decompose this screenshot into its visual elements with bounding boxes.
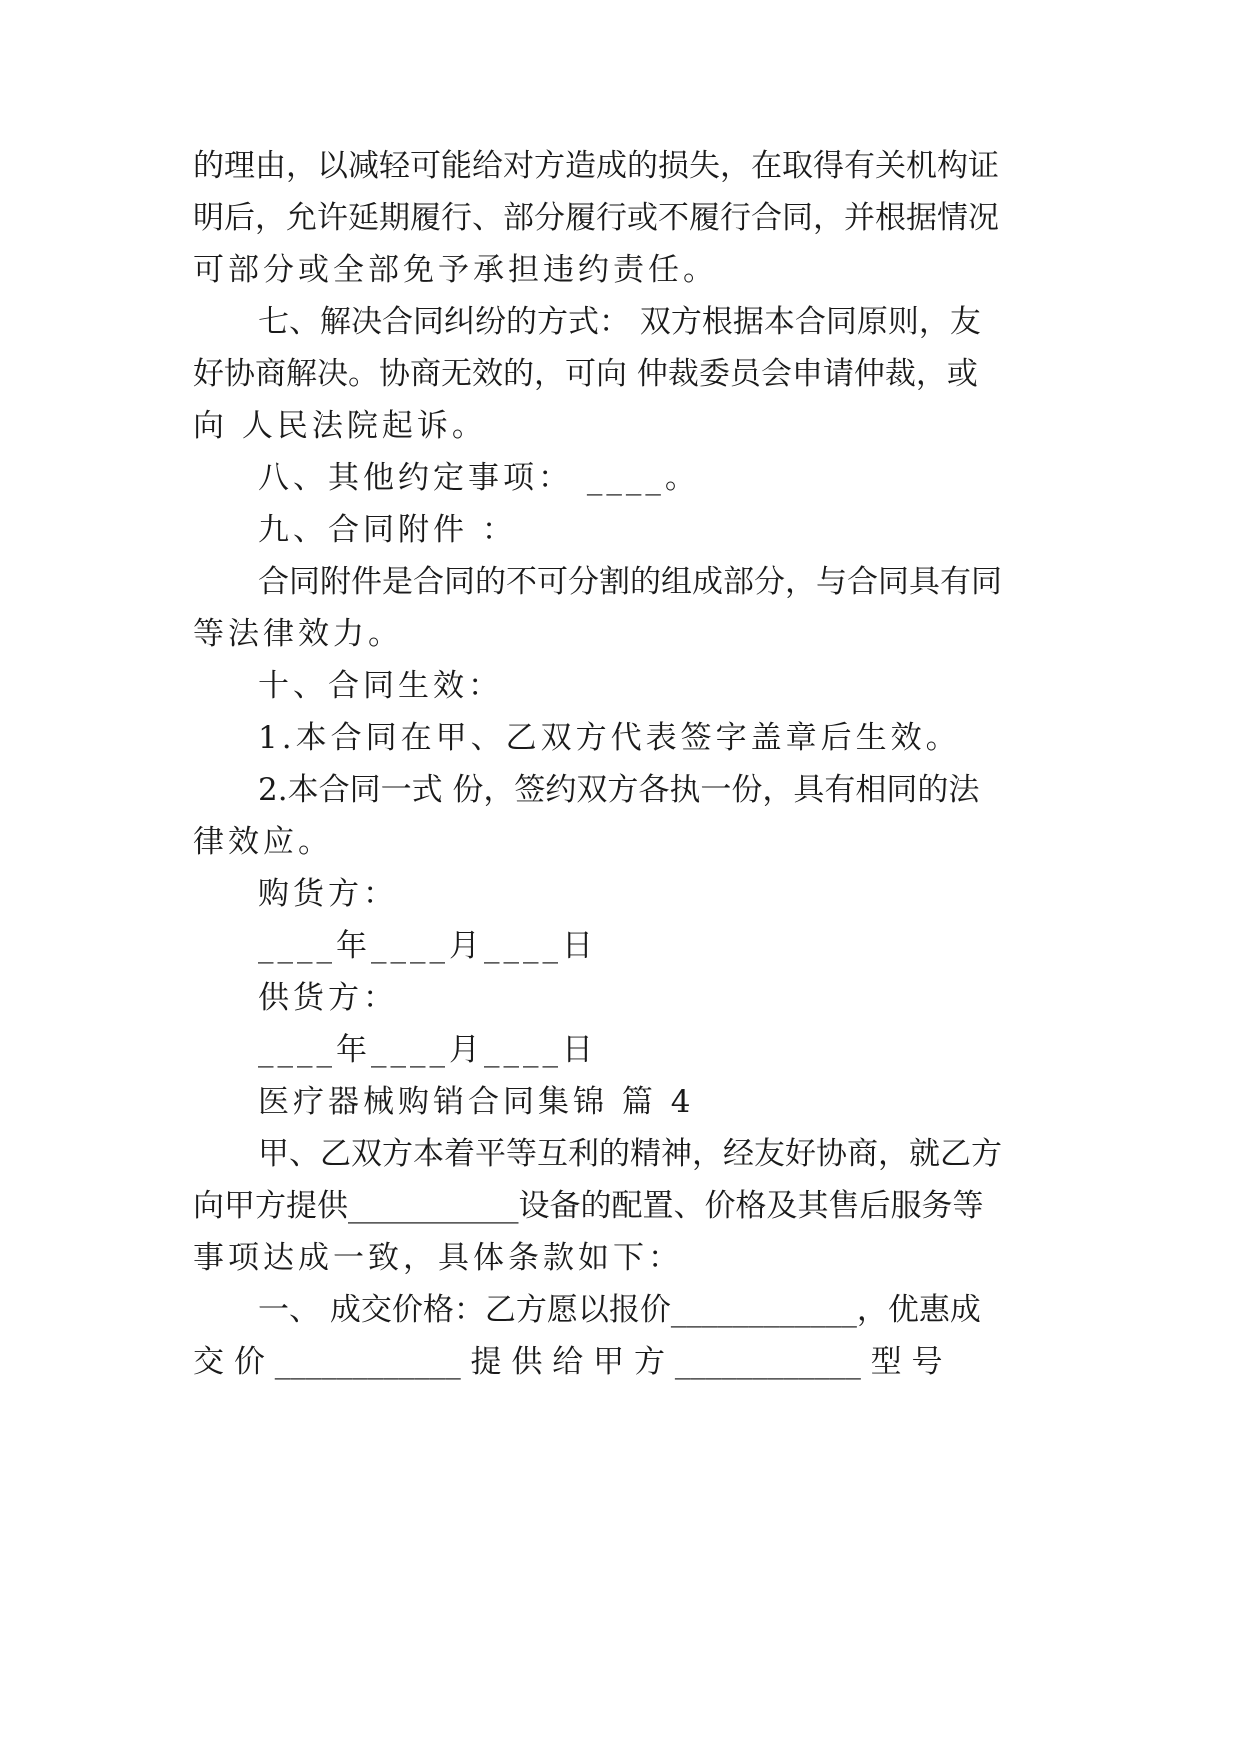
paragraph-line: 好协商解决。协商无效的，可向 仲裁委员会申请仲裁，或 <box>193 356 978 392</box>
supplier-label: 供货方： <box>258 980 398 1016</box>
paragraph-line: 的理由，以减轻可能给对方造成的损失，在取得有关机构证 <box>193 148 999 184</box>
paragraph-line: 等法律效力。 <box>193 616 403 652</box>
clause-1-heading: 一、 成交价格：乙方愿以报价____________，优惠成 <box>258 1292 981 1328</box>
clause-10-heading: 十、合同生效： <box>258 668 503 704</box>
clause-10-item-1: 1.本合同在甲、乙双方代表签字盖章后生效。 <box>258 720 961 756</box>
buyer-label: 购货方： <box>258 876 398 912</box>
clause-7-heading: 七、解决合同纠纷的方式： 双方根据本合同原则，友 <box>258 304 981 340</box>
paragraph-line: 明后，允许延期履行、部分履行或不履行合同，并根据情况 <box>193 200 999 236</box>
paragraph-line: 事项达成一致，具体条款如下： <box>193 1240 683 1276</box>
paragraph-line: 向 人民法院起诉。 <box>193 408 487 444</box>
paragraph-line: 律效应。 <box>193 824 333 860</box>
supplier-date: ____年____月____日 <box>258 1032 597 1068</box>
paragraph-line: 向甲方提供___________设备的配置、价格及其售后服务等 <box>193 1188 984 1224</box>
paragraph-line: 合同附件是合同的不可分割的组成部分，与合同具有同 <box>258 564 1002 600</box>
paragraph-line: 甲、乙双方本着平等互利的精神，经友好协商，就乙方 <box>258 1136 1002 1172</box>
clause-10-item-2: 2.本合同一式 份，签约双方各执一份，具有相同的法 <box>258 772 980 808</box>
paragraph-line: 交 价 ____________ 提 供 给 甲 方 ____________ 型 号 <box>193 1344 943 1380</box>
clause-8-heading: 八、其他约定事项： ____。 <box>258 460 700 496</box>
section-title: 医疗器械购销合同集锦 篇 4 <box>258 1084 695 1120</box>
clause-9-heading: 九、合同附件 ： <box>258 512 517 548</box>
paragraph-line: 可部分或全部免予承担违约责任。 <box>193 252 718 288</box>
buyer-date: ____年____月____日 <box>258 928 597 964</box>
